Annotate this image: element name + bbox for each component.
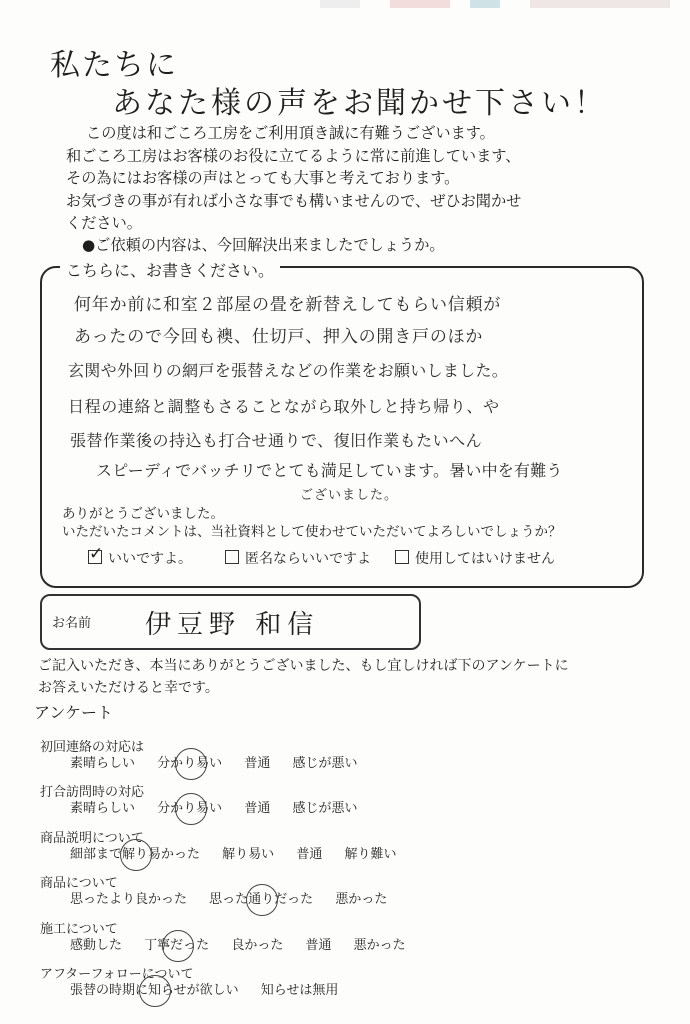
survey-question: 打合訪問時の対応 bbox=[40, 785, 145, 800]
survey-answer[interactable]: 悪かった bbox=[353, 938, 406, 953]
title-line-2: あなた様の声をお聞かせ下さい！ bbox=[112, 86, 607, 121]
handwritten-comment-line: 何年か前に和室２部屋の畳を新替えしてもらい信頼が bbox=[74, 295, 502, 315]
survey-question: アフターフォローについて bbox=[40, 967, 194, 982]
survey-question: 商品説明について bbox=[40, 831, 144, 846]
survey-answer[interactable]: 普通 bbox=[244, 756, 271, 771]
checkbox-icon[interactable] bbox=[395, 550, 409, 564]
handwritten-comment-line: 玄関や外回りの網戸を張替えなどの作業をお願いしました。 bbox=[68, 361, 509, 380]
handwritten-comment-line: 張替作業後の持込も打合せ通りで、復旧作業もたいへん bbox=[70, 431, 483, 450]
survey-answer[interactable]: 普通 bbox=[244, 801, 271, 816]
handwritten-comment-line: 日程の連絡と調整もさることながら取外しと持ち帰り、や bbox=[68, 397, 500, 416]
survey-title: アンケート bbox=[34, 703, 114, 722]
usage-question: いただいたコメントは、当社資料として使わせていただいてよろしいでしょうか？ bbox=[62, 524, 562, 540]
survey-answers[interactable] bbox=[70, 888, 405, 907]
intro-line: 和ごころ工房はお客様のお役に立てるように常に前進しています、 bbox=[66, 146, 521, 165]
survey-answer[interactable]: 素晴らしい bbox=[70, 801, 136, 816]
survey-answers[interactable] bbox=[70, 843, 414, 862]
option-ok[interactable] bbox=[88, 548, 192, 568]
option-label: いいですよ。 bbox=[108, 551, 192, 567]
option-label: 匿名ならいいですよ bbox=[245, 551, 371, 567]
calendar-strip bbox=[300, 0, 690, 10]
checkbox-icon[interactable] bbox=[225, 550, 239, 564]
comment-box-title: こちらに、お書きください。 bbox=[60, 258, 280, 281]
survey-answer[interactable]: 解り易い bbox=[222, 847, 275, 862]
intro-line: ください。 bbox=[66, 214, 142, 232]
option-anonymous[interactable] bbox=[225, 548, 371, 568]
survey-answer[interactable]: 普通 bbox=[296, 847, 323, 862]
closing-line: ご記入いただき、本当にありがとうございました、もし宜しければ下のアンケートに bbox=[38, 658, 569, 674]
survey-answers[interactable] bbox=[70, 979, 356, 998]
resolution-question: ●ご依頼の内容は、今回解決出来ましたでしょうか。 bbox=[82, 236, 445, 254]
survey-question: 初回連絡の対応は bbox=[40, 740, 145, 755]
name-label: お名前 bbox=[52, 616, 92, 631]
handwritten-comment-line: ございました。 bbox=[300, 488, 399, 503]
survey-answer[interactable]: 知らせは無用 bbox=[260, 983, 339, 998]
survey-answer-selected[interactable]: 細部まで解り易かった bbox=[70, 847, 201, 862]
option-refuse[interactable] bbox=[395, 548, 555, 568]
intro-line: その為にはお客様の声はとっても大事と考えております。 bbox=[66, 169, 460, 187]
survey-answer[interactable]: 悪かった bbox=[335, 892, 388, 907]
title-line-1: 私たちに bbox=[50, 48, 178, 83]
intro-text bbox=[66, 122, 666, 235]
option-label: 使用してはいけません bbox=[415, 551, 555, 567]
survey-answer-selected[interactable]: 張替の時期に知らせが欲しい bbox=[70, 983, 239, 998]
survey-answers[interactable] bbox=[70, 934, 424, 953]
survey-answer[interactable]: 感じが悪い bbox=[292, 801, 358, 816]
survey-answer-selected[interactable]: 分かり易い bbox=[157, 756, 223, 771]
checkbox-checked-icon[interactable] bbox=[88, 550, 102, 564]
survey-answer[interactable]: 思ったより良かった bbox=[70, 892, 188, 907]
survey-answer-selected[interactable]: 分かり易い bbox=[157, 801, 223, 816]
survey-answers[interactable] bbox=[70, 752, 375, 771]
handwritten-comment-line: スピーディでバッチリでとても満足しています。暑い中を有難う bbox=[96, 461, 563, 480]
survey-question: 施工について bbox=[40, 922, 118, 937]
survey-answer[interactable]: 感動した bbox=[70, 938, 123, 953]
closing-line: お答えいただけると幸です。 bbox=[38, 680, 219, 696]
intro-line: お気づきの事が有れば小さな事でも構いませんので、ぜひお聞かせ bbox=[66, 191, 522, 210]
survey-answer[interactable]: 素晴らしい bbox=[70, 756, 136, 771]
survey-answer[interactable]: 普通 bbox=[305, 938, 332, 953]
survey-answer-selected[interactable]: 思った通りだった bbox=[209, 892, 314, 907]
survey-answers[interactable] bbox=[70, 797, 375, 816]
intro-line: この度は和ごころ工房をご利用頂き誠に有難うございます。 bbox=[86, 124, 495, 142]
closing-text bbox=[38, 655, 678, 699]
name-value: 伊豆野 和信 bbox=[145, 610, 320, 640]
handwritten-comment-line: あったので今回も襖、仕切戸、押入の開き戸のほか bbox=[74, 327, 484, 347]
survey-answer[interactable]: 感じが悪い bbox=[292, 756, 358, 771]
thanks-text: ありがとうございました。 bbox=[62, 506, 224, 522]
survey-answer-selected[interactable]: 丁寧だった bbox=[144, 938, 210, 953]
survey-answer[interactable]: 解り難い bbox=[344, 847, 397, 862]
survey-question: 商品について bbox=[40, 876, 118, 891]
survey-answer[interactable]: 良かった bbox=[231, 938, 284, 953]
